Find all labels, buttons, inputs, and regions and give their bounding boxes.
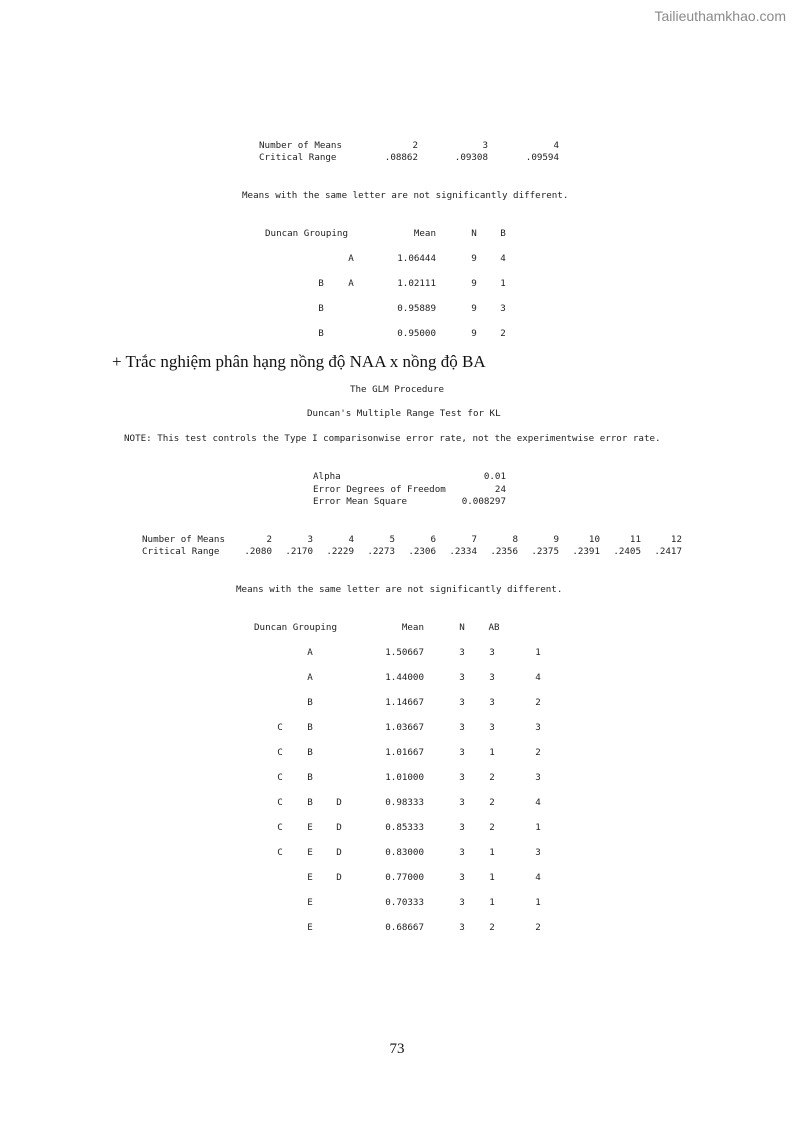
factor-a-level: 1 — [489, 872, 495, 883]
factor-b-level: 2 — [535, 922, 541, 933]
factor-b-level: 1 — [535, 647, 541, 658]
param-value: 0.008297 — [461, 496, 506, 507]
range-label-means: Number of Means — [142, 534, 225, 545]
n-value: 9 — [471, 328, 477, 339]
group-letter: E — [307, 847, 313, 858]
mean-value: 0.95889 — [397, 303, 436, 314]
n-value: 3 — [459, 672, 465, 683]
n-value: 3 — [459, 647, 465, 658]
param-value: 24 — [494, 484, 506, 495]
mean-value: 1.02111 — [397, 278, 436, 289]
factor-a-level: 2 — [489, 797, 495, 808]
mean-value: 1.03667 — [385, 722, 424, 733]
param-label: Alpha — [313, 471, 341, 482]
factor-a-level: 1 — [489, 897, 495, 908]
group-letter: E — [307, 922, 313, 933]
factor-b-level: 4 — [535, 672, 541, 683]
group-letter: B — [318, 278, 324, 289]
n-value: 3 — [459, 922, 465, 933]
critical-range-value: .09594 — [525, 152, 559, 163]
mean-value: 0.70333 — [385, 897, 424, 908]
critical-range-value: .2417 — [654, 546, 682, 557]
header-factor: B — [500, 228, 506, 239]
factor-b-level: 3 — [535, 722, 541, 733]
test-title: Duncan's Multiple Range Test for KL — [307, 408, 501, 419]
mean-value: 0.77000 — [385, 872, 424, 883]
factor-a-level: 2 — [489, 772, 495, 783]
group-letter: E — [307, 872, 313, 883]
means-count: 12 — [670, 534, 682, 545]
page-number: 73 — [389, 1041, 405, 1057]
param-label: Error Degrees of Freedom — [313, 484, 446, 495]
n-value: 3 — [459, 822, 465, 833]
group-letter: A — [348, 278, 354, 289]
group-letter: C — [277, 722, 283, 733]
group-letter: C — [277, 797, 283, 808]
critical-range-value: .2273 — [367, 546, 395, 557]
header-n: N — [459, 622, 465, 633]
group-letter: D — [336, 872, 342, 883]
means-count: 9 — [553, 534, 559, 545]
section-heading: + Trắc nghiệm phân hạng nồng độ NAA x nồng độ BA — [112, 352, 486, 371]
means-note: Means with the same letter are not significantly different. — [236, 584, 563, 595]
mean-value: 1.50667 — [385, 647, 424, 658]
factor-b-level: 4 — [535, 797, 541, 808]
n-value: 9 — [471, 303, 477, 314]
n-value: 3 — [459, 722, 465, 733]
group-letter: B — [307, 772, 313, 783]
factor-a-level: 2 — [489, 822, 495, 833]
critical-range-value: .2375 — [531, 546, 559, 557]
n-value: 3 — [459, 872, 465, 883]
group-letter: B — [318, 328, 324, 339]
mean-value: 0.85333 — [385, 822, 424, 833]
critical-range-value: .2306 — [408, 546, 436, 557]
mean-value: 0.98333 — [385, 797, 424, 808]
header-grouping: Duncan Grouping — [254, 622, 337, 633]
header-mean: Mean — [401, 622, 424, 633]
critical-range-value: .2229 — [326, 546, 354, 557]
critical-range-value: .2334 — [449, 546, 477, 557]
critical-range-value: .2391 — [572, 546, 600, 557]
header-factor: AB — [488, 622, 500, 633]
mean-value: 1.14667 — [385, 697, 424, 708]
factor-a-level: 3 — [489, 697, 495, 708]
range-label-means: Number of Means — [259, 140, 342, 151]
range-label-critical: Critical Range — [259, 152, 337, 163]
mean-value: 1.44000 — [385, 672, 424, 683]
factor-a-level: 1 — [489, 847, 495, 858]
means-note: Means with the same letter are not significantly different. — [242, 190, 569, 201]
watermark: Tailieuthamkhao.com — [654, 8, 786, 24]
mean-value: 0.95000 — [397, 328, 436, 339]
factor-level: 2 — [500, 328, 506, 339]
group-letter: E — [307, 822, 313, 833]
param-label: Error Mean Square — [313, 496, 408, 507]
factor-b-level: 2 — [535, 697, 541, 708]
means-count: 3 — [307, 534, 313, 545]
group-letter: C — [277, 822, 283, 833]
factor-a-level: 3 — [489, 672, 495, 683]
factor-a-level: 3 — [489, 722, 495, 733]
factor-level: 1 — [500, 278, 506, 289]
factor-a-level: 1 — [489, 747, 495, 758]
n-value: 9 — [471, 278, 477, 289]
critical-range-value: .08862 — [384, 152, 418, 163]
factor-b-level: 1 — [535, 822, 541, 833]
critical-range-value: .2405 — [613, 546, 641, 557]
means-count: 6 — [430, 534, 436, 545]
group-letter: B — [307, 747, 313, 758]
mean-value: 0.68667 — [385, 922, 424, 933]
mean-value: 1.01000 — [385, 772, 424, 783]
group-letter: C — [277, 747, 283, 758]
header-grouping: Duncan Grouping — [265, 228, 348, 239]
group-letter: A — [348, 253, 354, 264]
factor-b-level: 3 — [535, 847, 541, 858]
means-count: 10 — [588, 534, 600, 545]
means-count: 4 — [348, 534, 354, 545]
critical-range-value: .2170 — [285, 546, 313, 557]
means-count: 11 — [629, 534, 641, 545]
factor-b-level: 4 — [535, 872, 541, 883]
critical-range-value: .2080 — [244, 546, 272, 557]
n-value: 3 — [459, 797, 465, 808]
error-rate-note: NOTE: This test controls the Type I comparisonwise error rate, not the experimentwise error rate. — [124, 433, 661, 444]
group-letter: A — [307, 672, 313, 683]
mean-value: 1.01667 — [385, 747, 424, 758]
means-count: 5 — [389, 534, 395, 545]
n-value: 3 — [459, 697, 465, 708]
group-letter: B — [307, 722, 313, 733]
group-letter: D — [336, 797, 342, 808]
range-label-critical: Critical Range — [142, 546, 220, 557]
factor-a-level: 3 — [489, 647, 495, 658]
means-count: 3 — [482, 140, 488, 151]
n-value: 3 — [459, 772, 465, 783]
header-mean: Mean — [413, 228, 436, 239]
procedure-title: The GLM Procedure — [349, 384, 445, 395]
factor-level: 4 — [500, 253, 506, 264]
group-letter: D — [336, 822, 342, 833]
group-letter: E — [307, 897, 313, 908]
means-count: 2 — [412, 140, 418, 151]
factor-a-level: 2 — [489, 922, 495, 933]
means-count: 8 — [512, 534, 518, 545]
group-letter: A — [307, 647, 313, 658]
means-count: 7 — [471, 534, 477, 545]
factor-b-level: 1 — [535, 897, 541, 908]
param-value: 0.01 — [483, 471, 506, 482]
means-count: 2 — [266, 534, 272, 545]
n-value: 3 — [459, 747, 465, 758]
header-n: N — [471, 228, 477, 239]
means-count: 4 — [553, 140, 559, 151]
n-value: 9 — [471, 253, 477, 264]
factor-b-level: 2 — [535, 747, 541, 758]
group-letter: D — [336, 847, 342, 858]
critical-range-value: .2356 — [490, 546, 518, 557]
factor-level: 3 — [500, 303, 506, 314]
group-letter: B — [307, 697, 313, 708]
critical-range-value: .09308 — [454, 152, 488, 163]
group-letter: B — [307, 797, 313, 808]
n-value: 3 — [459, 847, 465, 858]
mean-value: 1.06444 — [397, 253, 436, 264]
mean-value: 0.83000 — [385, 847, 424, 858]
group-letter: C — [277, 772, 283, 783]
group-letter: C — [277, 847, 283, 858]
factor-b-level: 3 — [535, 772, 541, 783]
group-letter: B — [318, 303, 324, 314]
n-value: 3 — [459, 897, 465, 908]
